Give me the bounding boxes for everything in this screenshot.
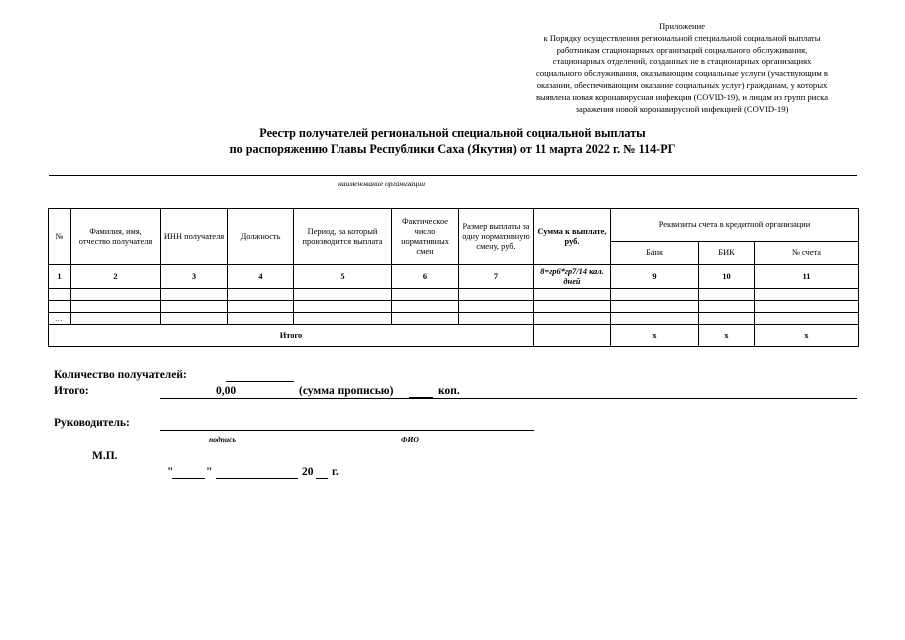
header-name: Фамилия, имя, отчество получателя [71, 209, 161, 265]
header-account: № счета [755, 242, 859, 265]
header-sum: Сумма к выплате, руб. [534, 209, 611, 265]
total-mark: x [699, 325, 755, 347]
total-row [49, 325, 859, 347]
total-label: Итого [49, 325, 534, 347]
appendix-line: заражения новой коронавирусной инфекцией (COVID-19) [575, 103, 789, 114]
registry-table [48, 208, 859, 347]
col-number: 11 [755, 265, 859, 289]
header-bank: Банк [611, 242, 699, 265]
col-number: 7 [459, 265, 534, 289]
header-position: Должность [228, 209, 294, 265]
col-number: 10 [699, 265, 755, 289]
signature-caption: подпись [209, 435, 236, 444]
header-inn: ИНН получателя [161, 209, 228, 265]
kop-field[interactable] [409, 397, 433, 398]
head-label: Руководитель: [54, 417, 130, 429]
appendix-line: стационарных отделений, созданных не в стационарных организациях [552, 56, 812, 67]
ellipsis-cell: … [49, 313, 71, 325]
appendix-line: оказании, обеспечивающим оказание социальных услуг) гражданам, у которых [536, 79, 828, 90]
appendix-line: работникам стационарных организаций социального обслуживания, [556, 44, 808, 55]
col-number: 2 [71, 265, 161, 289]
head-signature-line[interactable] [160, 430, 534, 431]
kop-label: коп. [438, 385, 460, 397]
year-prefix: 20 [302, 466, 314, 478]
recipients-count-field[interactable] [226, 381, 294, 382]
appendix-line: к Порядку осуществления региональной специальной социальной выплаты [543, 32, 821, 43]
organization-line [49, 175, 857, 176]
table-row [49, 301, 859, 313]
date-year-field[interactable] [316, 478, 328, 479]
stamp-label: М.П. [92, 450, 118, 462]
header-shifts: Фактическое число нормативных смен [392, 209, 459, 265]
appendix-note [512, 21, 852, 115]
col-number: 6 [392, 265, 459, 289]
col-number: 5 [294, 265, 392, 289]
header-bik: БИК [699, 242, 755, 265]
date-quote-open: " [167, 466, 174, 478]
document-title [150, 125, 755, 157]
title-line-2: по распоряжению Главы Республики Саха (Якутия) от 11 марта 2022 г. № 114-РГ [229, 142, 676, 156]
table-row [49, 313, 859, 325]
appendix-line: Приложение [658, 21, 706, 31]
total-label: Итого: [54, 385, 89, 397]
amount-in-words-label: (сумма прописью) [299, 385, 394, 397]
total-line [160, 398, 857, 399]
header-requisites: Реквизиты счета в кредитной организации [611, 209, 859, 242]
header-amount-per-shift: Размер выплаты за одну нормативную смену, руб. [459, 209, 534, 265]
header-period: Период, за который производится выплата [294, 209, 392, 265]
date-day-field[interactable] [172, 478, 205, 479]
organization-caption: наименование организации [337, 179, 426, 188]
date-month-field[interactable] [216, 478, 298, 479]
recipients-label: Количество получателей: [54, 369, 187, 381]
table-row [49, 289, 859, 301]
appendix-line: выявлена новая коронавирусная инфекция (COVID-19), и лицам из групп риска [535, 91, 829, 102]
fio-caption: ФИО [401, 435, 419, 444]
numbering-row [49, 265, 859, 289]
title-line-1: Реестр получателей региональной специальной социальной выплаты [259, 126, 646, 140]
col-number-formula: 8=гр6*гр7/14 кал. дней [534, 265, 611, 289]
year-suffix: г. [332, 466, 339, 478]
col-number: 4 [228, 265, 294, 289]
appendix-line: социального обслуживания, оказывающим социальные услуги (участвующим в [536, 68, 828, 79]
col-number: 1 [49, 265, 71, 289]
col-number: 9 [611, 265, 699, 289]
date-quote-close: " [206, 466, 213, 478]
col-number: 3 [161, 265, 228, 289]
total-value: 0,00 [216, 385, 237, 397]
total-mark: x [611, 325, 699, 347]
total-mark: x [755, 325, 859, 347]
header-num: № [49, 209, 71, 265]
